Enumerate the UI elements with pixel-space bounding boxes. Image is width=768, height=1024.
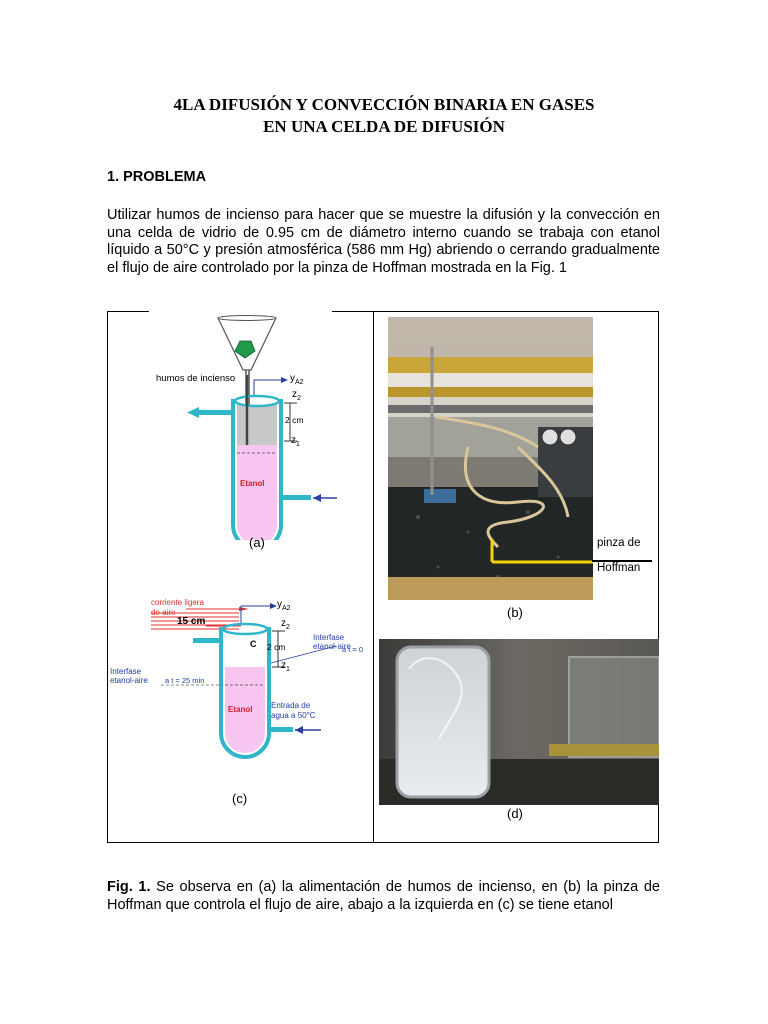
z2-label-a: $z_2$ bbox=[292, 389, 301, 402]
z2-label-c: $z_2$ bbox=[281, 618, 290, 631]
ya2-label-c: $y_{A2}$ bbox=[277, 599, 291, 612]
photo-d-smoke-cell bbox=[379, 639, 659, 805]
title-line-1: 4LA DIFUSIÓN Y CONVECCIÓN BINARIA EN GASES bbox=[173, 95, 595, 114]
dist-label-c: 2 cm bbox=[267, 642, 286, 652]
section-heading: 1. PROBLEMA bbox=[107, 169, 207, 185]
interface-t0-label: Interfase etanol-aire bbox=[313, 633, 351, 651]
interface-t25-time: a t = 25 min bbox=[165, 676, 205, 685]
problem-paragraph: Utilizar humos de incienso para hacer que se muestre la difusión y la convección en una celda de vidrio de 0.95 cm de diámetro interno cuando se trabaja con etanol líquido a 50°C y presión atmosférica (586 mm Hg) abriendo o cerrando gradualmente el flujo de aire controlado por la pinza de Hoffman mostrada en la Fig. 1 bbox=[107, 207, 660, 276]
figure-caption bbox=[107, 879, 660, 914]
photo-b-hoffman-clamp bbox=[388, 317, 593, 600]
caption-d: (d) bbox=[507, 806, 523, 821]
interface-t0-time: a t = 0 bbox=[342, 645, 364, 654]
z1-label-a: $z_1$ bbox=[291, 435, 300, 448]
fig-label: Fig. 1. bbox=[107, 879, 151, 895]
c-label: C bbox=[250, 639, 257, 649]
figure-border-bottom bbox=[107, 842, 659, 843]
caption-c: (c) bbox=[232, 791, 248, 806]
caption-a: (a) bbox=[249, 535, 265, 550]
diffusion-cell-diagram-c bbox=[111, 591, 371, 776]
figure-divider bbox=[373, 311, 374, 843]
etanol-label-c: Etanol bbox=[228, 705, 253, 714]
humos-label: humos de incienso bbox=[156, 373, 236, 384]
caption-b: (b) bbox=[507, 605, 523, 620]
pinza-label-2: Hoffman bbox=[597, 562, 641, 574]
figure-border-top-right bbox=[332, 311, 659, 312]
ya2-label-a: $y_{A2}$ bbox=[290, 373, 304, 386]
figure-1 bbox=[107, 311, 659, 843]
etanol-label-a: Etanol bbox=[240, 479, 265, 488]
pinza-label-1: pinza de bbox=[597, 537, 641, 549]
z1-label-c: $z_1$ bbox=[281, 660, 290, 673]
water-inlet-label: Entrada de agua a 50°C bbox=[271, 701, 316, 720]
figure-border-top-left bbox=[107, 311, 149, 312]
figure-border-left bbox=[107, 311, 108, 843]
air-stream-label: corriente ligera de aire bbox=[151, 598, 204, 617]
title-line-2: EN UNA CELDA DE DIFUSIÓN bbox=[263, 117, 505, 136]
fig-caption-text: Se observa en (a) la alimentación de humos de incienso, en (b) la pinza de Hoffman que controla el flujo de aire, abajo a la izquierda en (c) se tiene etanol bbox=[107, 879, 660, 913]
interface-t25-label: Interfase etanol-aire bbox=[110, 667, 148, 685]
dist-label-a: 2 cm bbox=[285, 415, 304, 425]
length-label: 15 cm bbox=[177, 616, 206, 627]
diffusion-cell-diagram-a bbox=[147, 315, 369, 540]
